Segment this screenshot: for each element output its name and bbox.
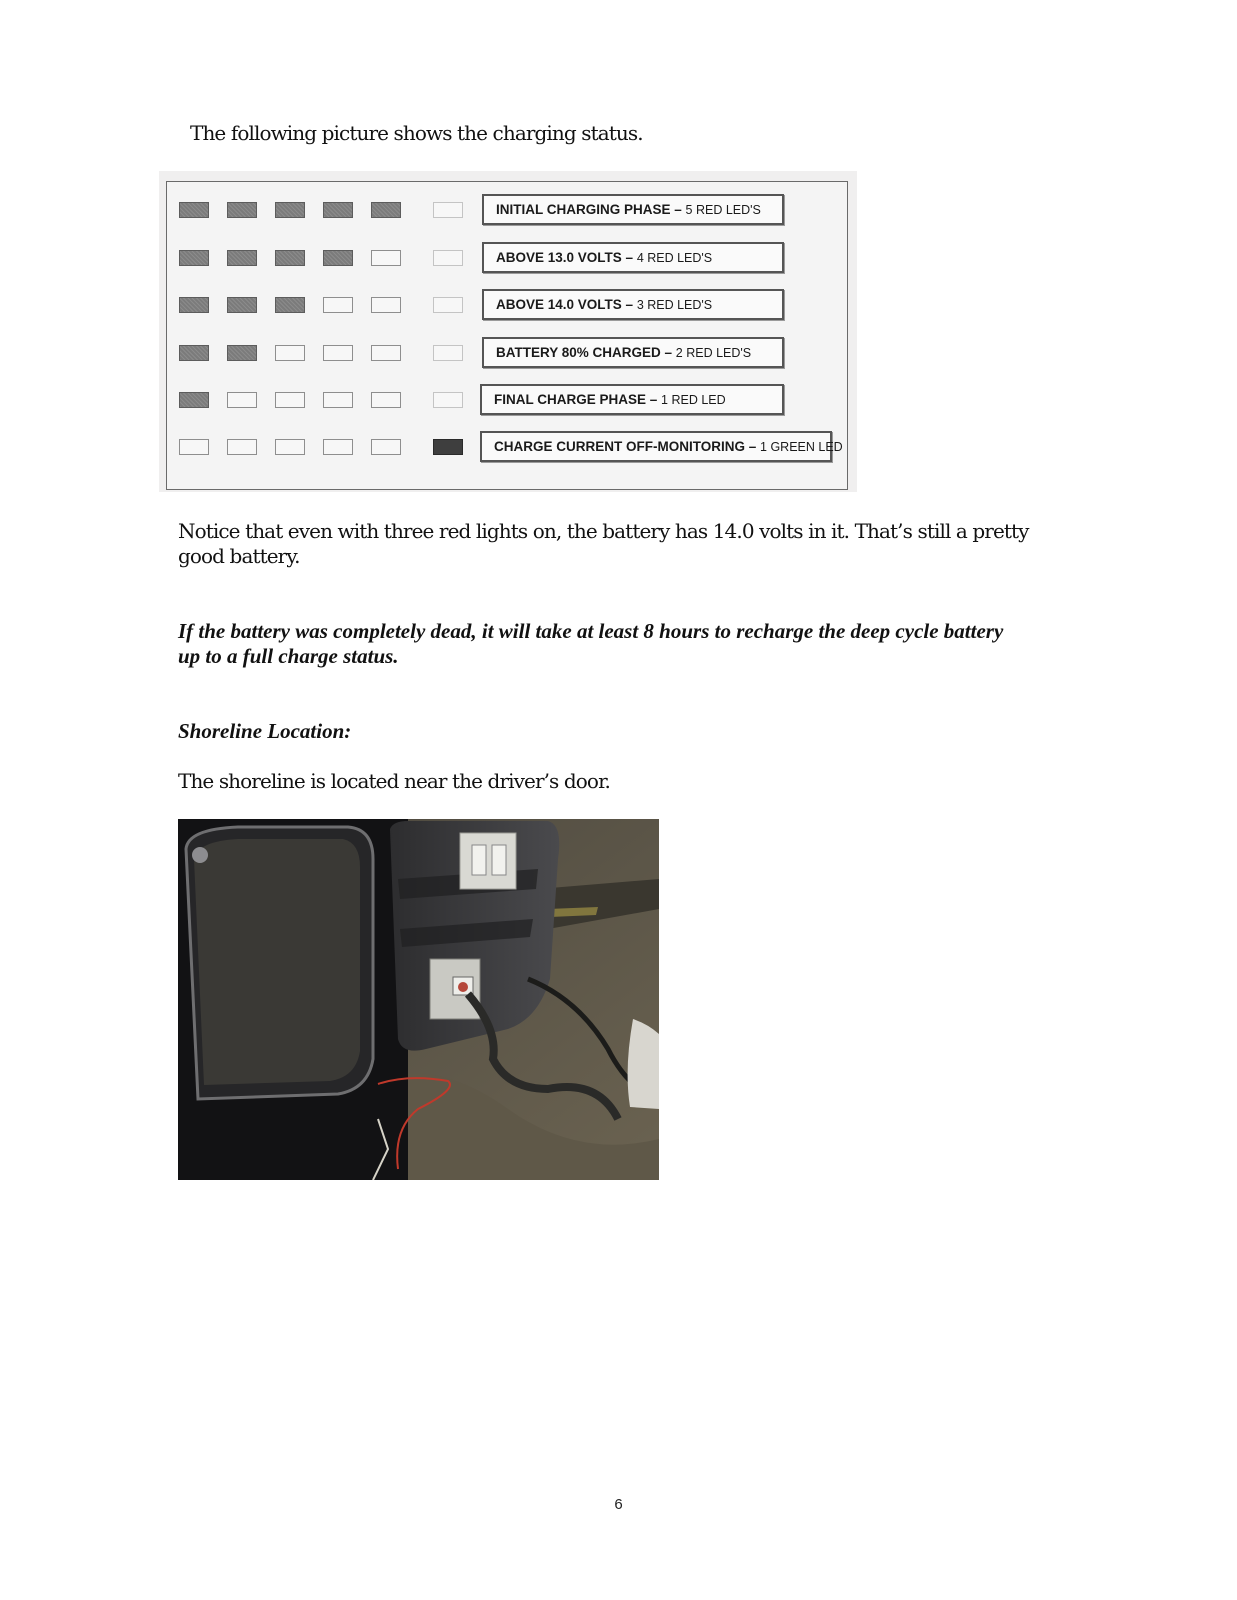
green-led-indicator (433, 202, 463, 218)
red-led-indicator (371, 345, 401, 361)
red-led-indicator (227, 202, 257, 218)
red-led-indicator (323, 250, 353, 266)
red-led-indicator (179, 202, 209, 218)
green-led-indicator (433, 250, 463, 266)
status-name: ABOVE 13.0 VOLTS (496, 250, 622, 265)
red-led-indicator (275, 202, 305, 218)
red-led-indicator (275, 345, 305, 361)
status-name: FINAL CHARGE PHASE (494, 392, 647, 407)
led-count: 1 RED LED (661, 393, 726, 407)
led-count: 4 RED LED'S (636, 251, 713, 265)
status-dash: – (646, 392, 662, 407)
intro-text: The following picture shows the charging status. (190, 121, 643, 145)
red-led-indicator (323, 297, 353, 313)
charging-status-figure (159, 171, 857, 492)
red-led-indicator (179, 439, 209, 455)
charging-status-label (482, 289, 784, 320)
led-count: 3 RED LED'S (636, 298, 713, 312)
charging-status-label (482, 337, 784, 368)
red-led-indicator (227, 250, 257, 266)
red-led-indicator (179, 297, 209, 313)
red-led-indicator (179, 250, 209, 266)
red-led-indicator (371, 297, 401, 313)
charging-status-label (480, 384, 784, 415)
led-count: 5 RED LED'S (685, 203, 761, 217)
charging-status-label (482, 242, 784, 273)
green-led-indicator (433, 392, 463, 408)
status-dash: – (621, 250, 637, 265)
red-led-indicator (323, 439, 353, 455)
red-led-indicator (371, 202, 401, 218)
green-led-indicator (433, 439, 463, 455)
red-led-indicator (371, 439, 401, 455)
shoreline-photo (178, 819, 659, 1180)
notice-paragraph: Notice that even with three red lights on, the battery has 14.0 volts in it. That’s still a pretty good battery. (178, 519, 1029, 568)
status-name: BATTERY 80% CHARGED (496, 345, 661, 360)
red-led-indicator (227, 392, 257, 408)
status-name: INITIAL CHARGING PHASE (496, 202, 671, 217)
status-dash: – (745, 439, 761, 454)
charging-status-label (482, 194, 784, 225)
red-led-indicator (227, 439, 257, 455)
red-led-indicator (371, 392, 401, 408)
green-led-indicator (433, 345, 463, 361)
red-led-indicator (275, 392, 305, 408)
charging-status-label (480, 431, 843, 462)
status-dash: – (621, 297, 637, 312)
red-led-indicator (323, 202, 353, 218)
led-count: 2 RED LED'S (675, 346, 752, 360)
red-led-indicator (275, 250, 305, 266)
shoreline-text: The shoreline is located near the driver’s door. (178, 769, 610, 793)
status-dash: – (670, 202, 686, 217)
red-led-indicator (227, 297, 257, 313)
red-led-indicator (323, 392, 353, 408)
led-count: 1 GREEN LED (760, 440, 843, 454)
red-led-indicator (275, 439, 305, 455)
green-led-indicator (433, 297, 463, 313)
page-number: 6 (614, 1496, 623, 1513)
red-led-indicator (371, 250, 401, 266)
dead-battery-warning: If the battery was completely dead, it will take at least 8 hours to recharge the deep cycle battery up to a full charge status. (178, 619, 1004, 668)
red-led-indicator (227, 345, 257, 361)
status-dash: – (660, 345, 676, 360)
red-led-indicator (275, 297, 305, 313)
status-name: CHARGE CURRENT OFF-MONITORING (494, 439, 745, 454)
shoreline-heading: Shoreline Location: (178, 719, 352, 743)
red-led-indicator (323, 345, 353, 361)
red-led-indicator (179, 392, 209, 408)
status-name: ABOVE 14.0 VOLTS (496, 297, 622, 312)
red-led-indicator (179, 345, 209, 361)
